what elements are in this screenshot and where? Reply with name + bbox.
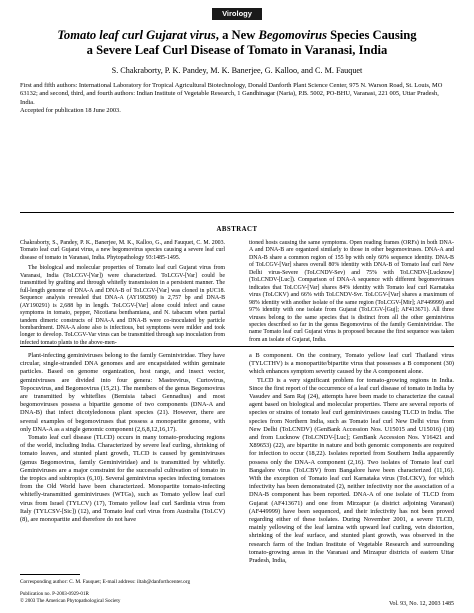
body-paragraph: a B component. On the contrary, Tomato yellow leaf curl Thailand virus (TYLCTHV) is a monopartite/bipartite virus that possesses a B component (30) which enhances symptom severity caused by the A component alone.	[249, 352, 454, 376]
body-left-column	[20, 352, 225, 524]
divider-top	[20, 212, 454, 213]
abstract-paragraph-1: The biological and molecular properties of Tomato leaf curl Gujarat virus from Varanasi, India (ToLCGV-[Var]) were characterized. ToLCGV-[Var] could be transmitted by grafting and through whitefly transmission in a persistent manner. The full-length genome of DNA-A and DNA-B of ToLCGV-[Var] was cloned in pUC18. Sequence analysis revealed that DNA-A (AY190290) is 2,757 bp and DNA-B (AY190291) is 2,688 bp in length. ToLCGV-[Var] alone could infect and cause symptoms in tomato, pepper, Nicotiana benthamiana, and N. tabacum when partial tandem dimeric constructs of DNA-A and DNA-B were co-inoculated by particle bombardment. DNA-A alone also is infectious, but symptoms were milder and took longer to develop. ToLCGV-Var virus can be transmitted through sap inoculation from infected tomato plants to the above-men-	[20, 265, 225, 346]
body-paragraph: TLCD is a very significant problem for tomato-growing regions in India. Since the first report of the occurrence of a leaf curl disease of tomato in India by Vasudev and Sam Raj (24), attempts have been made to characterize the causal agent based on biological and molecular properties. There are several reports of species or strains of tomato leaf curl geminiviruses causing TLCD in India. The species from Northern India, such as Tomato leaf curl New Delhi virus from New Delhi (ToLCNDV) (GenBank Accession Nos. U15015 and U15016) (18) and from Lucknow (ToLCNDV-[Luc]; GenBank Accession Nos. Y16421 and X89653) (22), are bipartite in nature and both genomic components are required for infection to occur (18,22). Isolates reported from Southern India apparently possess only the DNA-A component (2,16). Two isolates of Tomato leaf curl Bangalore virus (ToLCBV) from Bangalore have been characterized (11,16). With the exception of Tomato leaf curl Karnataka virus (ToLCKV), for which infectivity has been demonstrated (2), neither infectivity nor the association of a DNA-B component has been reported. DNA-A of one isolate of TLCD from Gujarat (AF413671) and one from Mirzapur (a district adjoining Varanasi) (AF449999) have been sequenced, and their infectivity has not been proved regarding either of these isolates. During November 2001, a severe TLCD, mainly yellowing of the leaf lamina with upward leaf curling, vein distortion, shrinking of the leaf surface, and stunted plant growth, was observed in the research farm of the Indian Institute of Vegetable Research and surrounding tomato-growing areas in the Varanasi and Mirzapur districts of eastern Uttar Pradesh, India,	[249, 376, 454, 565]
abstract-paragraph-2: tioned hosts causing the same symptoms. Open reading frames (ORFs) in both DNA-A and DNA-B are organized similarly to those in other begomoviruses. DNA-A and DNA-B share a common region of 155 bp with only 60% sequence identity. DNA-B of ToLCGV-[Var] shares overall 80% identity with DNA-B of Tomato leaf curl New Delhi virus-Severe (ToLCNDV-Sev) and 75% with ToLCNDV-[Lucknow] (ToLCNDV-[Luc]). Comparison of DNA-A sequence with different begomoviruses indicates that ToLCGV-[Var] shares 84% identity with Tomato leaf curl Karnataka virus (ToLCKV) and 66% with ToLCNDV-Svr. ToLCGV-[Var] shares a maximum of 98% identity with another isolate of the same region (ToLCGV-[Mir]; AF449999) and 97% identity with one isolate from Gujarat (ToLCGV-[Guj]; AF413671). All three viruses belong to the same species that is distinct from all the other geminivirus species described so far in the genus Begomovirus of the family Geminiviridae. The name Tomato leaf curl Gujarat virus is proposed because the first sequence was taken from an isolate of Gujarat, India.	[249, 240, 454, 343]
footnote-rule	[20, 574, 80, 575]
divider-bottom	[20, 346, 454, 347]
title-text-b: Species Causing	[327, 28, 417, 42]
abstract-heading: ABSTRACT	[216, 226, 258, 233]
accepted-date: Accepted for publication 18 June 2003.	[20, 107, 121, 115]
publication-info	[20, 591, 120, 604]
title-virus-name: Tomato leaf curl Gujarat virus	[57, 28, 216, 42]
body-paragraph: Plant-infecting geminiviruses belong to the family Geminiviridae. They have circular, single-stranded DNA genomes and are encapsidated within geminate particles. Based on genome organization, host range, and insect vector, geminiviruses are divided into four genera: Mastrevirus, Curtovirus, Topocuvirus, and Begomovirus (15,21). The members of the genus Begomovirus are transmitted by whiteflies (Bemisia tabaci Gennadius) and most begomoviruses possess a bipartite genome of two components (DNA-A and DNA-B) that infect dicotyledonous plant species (21). However, there are several examples of begomoviruses that possess a monopartite genome, with only DNA-A as a single genomic component (2,6,8,12,16,17).	[20, 352, 225, 433]
section-label: Virology	[212, 8, 262, 20]
abstract-right-column	[249, 240, 454, 347]
article-title	[20, 28, 454, 58]
body-right-column	[249, 352, 454, 565]
page-folio: Vol. 93, No. 12, 2003 1485	[388, 601, 454, 607]
title-text-a: , a New	[215, 28, 259, 42]
title-genus-name: Begomovirus	[258, 28, 328, 42]
publication-number: Publication no. P-2003-0929-01R	[20, 591, 89, 597]
author-list: S. Chakraborty, P. K. Pandey, M. K. Banerjee, G. Kalloo, and C. M. Fauquet	[111, 66, 363, 75]
title-text-c: a Severe Leaf Curl Disease of Tomato in Varanasi, India	[86, 43, 388, 57]
body-paragraph: Tomato leaf curl disease (TLCD) occurs in many tomato-producing regions of the world, including India. Characterized by severe leaf curling, shrinking of tomato leaves, and stunted plant growth, TLCD is caused by geminiviruses (genus Begomovirus, family Geminiviridae) and is transmitted by whitefly. Geminiviruses are a major constraint for the successful cultivation of tomato in the tropics and subtropics (6,10). Several geminivirus species infecting tomatoes from the Old World have been characterized. Monopartite tomato-infecting whitefly-transmitted geminiviruses (WTGs), such as Tomato yellow leaf curl virus from Israel (TYLCV) (17), Tomato yellow leaf curl Sardinia virus from Italy (TYLCSV-[Sic]) (12), and Tomato leaf curl virus from Australia (ToLCV) (8), are monopartite and therefore do not have	[20, 434, 225, 524]
abstract-left-column	[20, 240, 225, 350]
affiliation-text: First and fifth authors: International Laboratory for Tropical Agricultural Biotechnology, Donald Danforth Plant Science Center, 975 N. Warson Road, St. Louis, MO 63132; and second, third, and fourth authors: Indian Institute of Vegetable Research, 1 Gandhinagar (Naria), P.B. 5002, PO-BHU, Varanasi, 221 005, Uttar Pradesh, India.	[20, 82, 443, 106]
copyright-line: © 2003 The American Phytopathological Society	[20, 597, 121, 604]
affiliations	[20, 82, 452, 116]
abstract-citation: Chakraborty, S., Pandey, P. K., Banerjee, M. K., Kalloo, G., and Fauquet, C. M. 2003. Tomato leaf curl Gujarat virus, a new begomovirus species causing a severe leaf curl disease of tomato in Varanasi, India. Phytopathology 93:1485-1495.	[20, 240, 225, 261]
corresponding-author-note: Corresponding author: C. M. Fauquet; E-mail address: iltab@danforthcenter.org	[20, 579, 191, 585]
